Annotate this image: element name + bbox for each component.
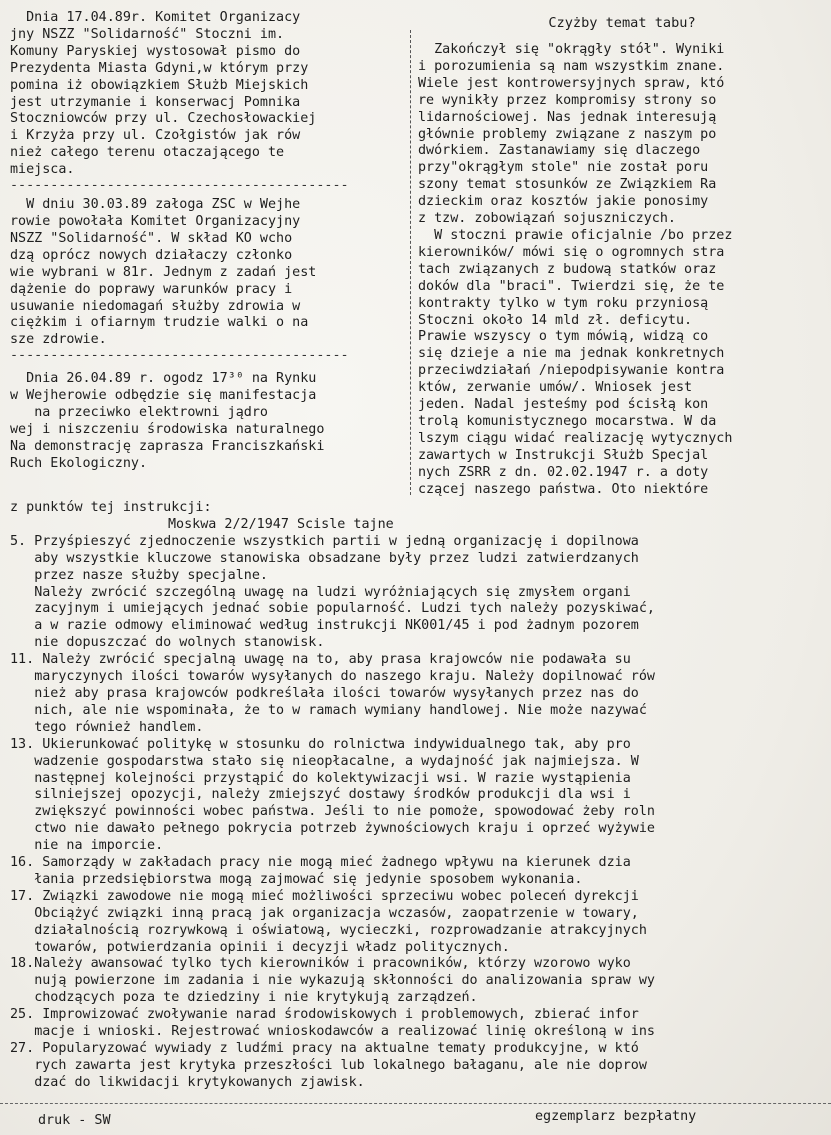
instruction-item: Należy zwrócić szczególną uwagę na ludzi wyróżniających się zmysłem organi zacyjnym i umiejących jednać sobie popularność. Ludzi tych należy pozyskiwać, a w razie odmowy eliminować według instrukcji NK001/45 i pod żadnym pozorem nie dopuszczać do wolnych stanowisk.	[34, 584, 655, 651]
instruction-item: 13. Ukierunkować politykę w stosunku do rolnictwa indywidualnego tak, aby pro wadzenie gospodarstwa stało się nieopłacalne, a wydajność jak najmiejsza. W następnej kolejności przystąpić do kolektywizacji wsi. W razie wystąpienia silniejszej opozycji, należy zmiejszyć dostawy środków produkcji dla wsi i zwiększyć powinności wobec państwa. Jeśli to nie pomoże, spowodować żeby roln ctwo nie dawało pełnego pokrycia potrzeb żywnościowych kraju i oprzeć wyżywie nie na imporcie.	[10, 736, 655, 854]
news-manifestacja: Dnia 26.04.89 r. ogodz 17³⁰ na Rynku w Wejherowie odbędzie się manifestacja na przeciwko elektrowni jądro wej i niszczeniu środowiska naturalnego Na demonstrację zaprasza Franciszkański Ruch Ekologiczny.	[10, 371, 325, 471]
article-paragraph: W stoczni prawie oficjalnie /bo przez kierowników/ mówi się o ogromnych stra tach związanych z budową statków oraz doków dla "braci". Twierdzi się, że te kontrakty tylko w tym roku przyniosą Stoczni około 14 mld zł. deficytu. Prawie wszyscy o tym mówią, widzą co się dzieje a nie ma jednak konkretnych przeciwdziałań /niepodpisywanie kontra któw, zerwanie umów/. Wniosek jest jeden. Nadal jesteśmy pod ścisłą kon trolą komunistycznego mocarstwa. W da lszym ciągu widać realizację wytycznych zawartych w Instrukcji Służb Specjal nych ZSRR z dn. 02.02.1947 r. a doty czącej naszego państwa. Oto niektóre	[418, 227, 733, 497]
news-wejherowo-zsc: W dniu 30.03.89 załoga ZSC w Wejhe rowie powołała Komitet Organizacyjny NSZZ "Solidarność". W skład KO wcho dzą oprócz nowych działaczy członko wie wybrani w 81r. Jednym z zadań jest dążenie do poprawy warunków pracy i usuwanie niedomagań służby zdrowia w ciężkim i ofiarnym trudzie walki o na sze zdrowie.	[10, 197, 317, 348]
instruction-item: 11. Należy zwrócić specjalną uwagę na to, aby prasa krajowców nie podawała su maryczynych ilości towarów wysyłanych do naszego kraju. Należy dopilnować rów nież aby prasa krajowców podkreślała ilości towarów wysyłanych przez nas do nich, ale nie wspominała, że to w ramach wymiany handlowej. Nie może nazywać tego również handlem.	[10, 652, 655, 735]
printer-credit: druk - SW	[38, 1113, 111, 1128]
article-heading: Czyżby temat tabu?	[548, 15, 696, 31]
instruction-item: 27. Popularyzować wywiady z ludźmi pracy na aktualne tematy produkcyjne, w któ rych zawarta jest krytyka przeszłości lub lokalnego bałaganu, ale nie doprow dzać do likwidacji krytykowanych zjawisk.	[10, 1041, 647, 1090]
right-column	[418, 14, 826, 498]
free-copy-note: egzemplarz bezpłatny	[535, 1109, 697, 1124]
instruction-item: 5. Przyśpieszyć zjednoczenie wszystkich partii w jedną organizację i dopilnowa aby wszystkie kluczowe stanowiska obsadzane były przez ludzi zatwierdzanych przez nasze służby specjalne.	[10, 533, 639, 583]
footer	[10, 1108, 820, 1128]
instruction-subheading: Moskwa 2/2/1947 Scisle tajne	[168, 516, 394, 532]
separator: ------------------------------------------	[10, 179, 349, 194]
news-komitet-stoczni: Dnia 17.04.89r. Komitet Organizacy jny NSZZ "Solidarność" Stoczni im. Komuny Paryskiej wystosował pismo do Prezydenta Miasta Gdyni,w którym przy pomina iż obowiązkiem Służb Miejskich jest utrzymanie i konserwacj Pomnika Stoczniowców przy ul. Czechosłowackiej i Krzyża przy ul. Czołgistów jak rów nież całego terenu otaczającego te miejsca.	[10, 10, 317, 178]
article-paragraph: Zakończył się "okrągły stół". Wyniki i porozumienia są nam wszystkim znane. Wiele jest kontrowersyjnych spraw, któ re wynikły przez kompromisy strony so lidarnościowej. Nas jednak interesują głównie problemy związane z naszym po dwórkiem. Zastanawiamy się dlaczego przy"okrągłym stole" nie został poru szony temat stosunków ze Związkiem Ra dzieckim oraz kosztów jakie ponosimy z tzw. zobowiązań sojuszniczych.	[418, 42, 725, 227]
instruction-item: 16. Samorządy w zakładach pracy nie mogą mieć żadnego wpływu na kierunek dzia łania przedsiębiorstwa mogą zajmować się jedynie sposobem wykonania.	[10, 855, 631, 887]
instruction-section	[10, 500, 826, 1092]
column-divider	[410, 30, 411, 495]
instruction-intro: z punktów tej instrukcji:	[10, 500, 212, 515]
footer-divider	[0, 1103, 831, 1104]
instruction-item: 17. Związki zawodowe nie mogą mieć możliwości sprzeciwu wobec poleceń dyrekcji Obciążyć związki inną pracą jak organizacja wczasów, zaopatrzenie w towary, działalnością rozrywkową i oświatową, wycieczki, rozprowadzanie atrakcyjnych towarów, potwierdzania opinii i decyzji władz politycznych.	[10, 888, 647, 955]
separator: ------------------------------------------	[10, 349, 349, 364]
left-column	[10, 10, 405, 473]
instruction-item: 25. Improwizować zwoływanie narad środowiskowych i problemowych, zbierać infor macje i wnioski. Rejestrować wnioskodawców a realizować linię określoną w ins	[10, 1007, 655, 1040]
instruction-item: 18.Należy awansować tylko tych kierowników i pracowników, którzy wzorowo wyko nują powierzone im zadania i nie wykazują skłonności do analizowania spraw wy chodzących poza te dziedziny i nie krytykują zarządzeń.	[10, 956, 655, 1006]
